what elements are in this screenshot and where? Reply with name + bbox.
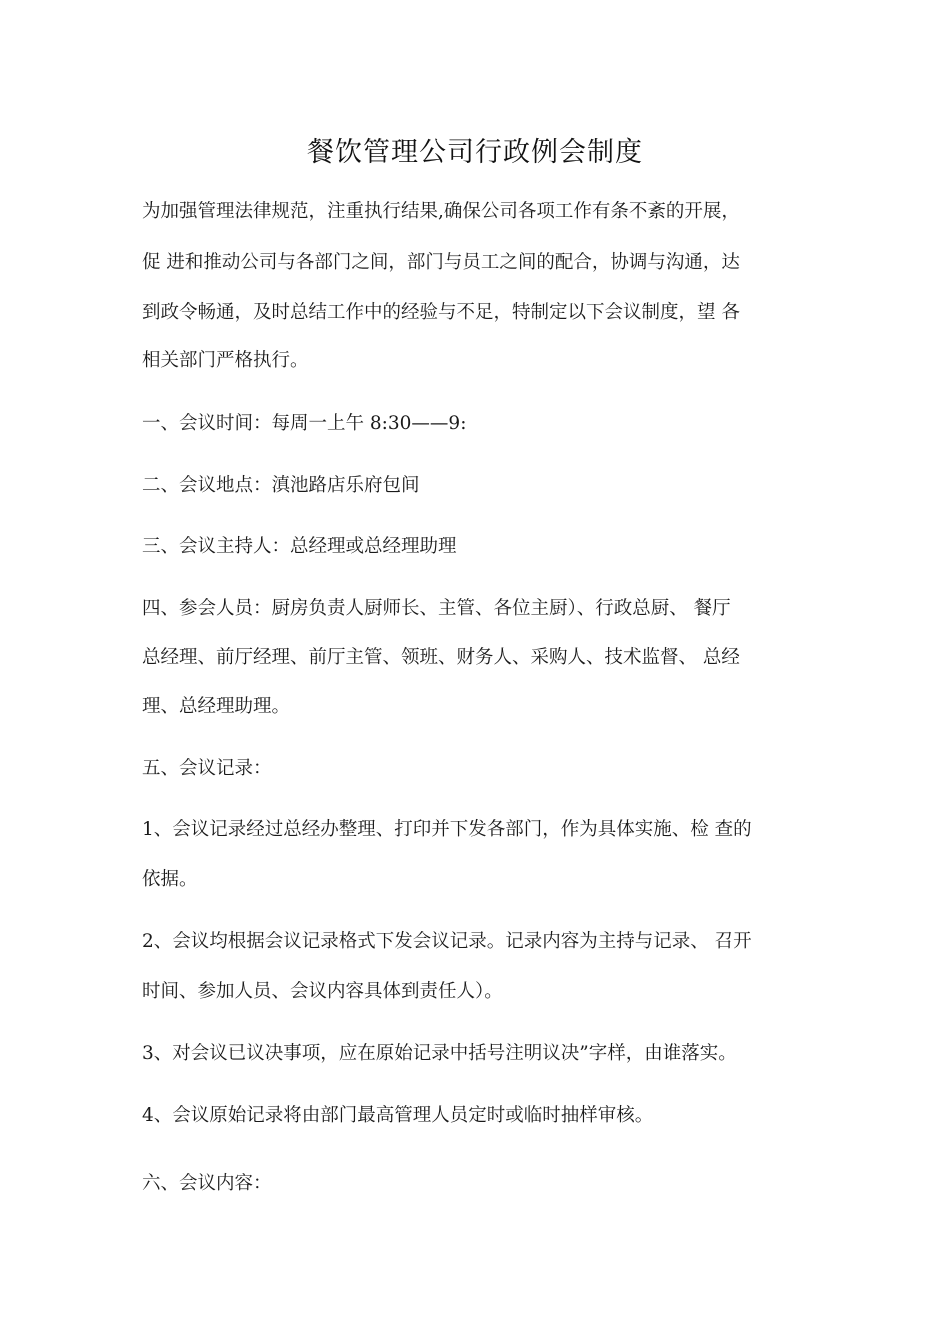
section-meeting-place: 二、会议地点：滇池路店乐府包间 — [142, 475, 420, 496]
section-meeting-time: 一、会议时间：每周一上午 8:30——9: — [142, 413, 467, 434]
section-meeting-records: 五、会议记录： — [142, 758, 272, 779]
attendees-line-3: 理、总经理助理。 — [142, 696, 291, 717]
record-1-line-2: 依据。 — [142, 869, 198, 890]
attendees-line-1: 四、参会人员：厨房负责人厨师长、主管、各位主厨）、行政总厨、 餐厅 — [142, 598, 731, 619]
intro-line-4: 相关部门严格执行。 — [142, 350, 309, 371]
section-meeting-host: 三、会议主持人：总经理或总经理助理 — [142, 536, 457, 557]
section-meeting-content: 六、会议内容： — [142, 1173, 272, 1194]
record-4: 4、会议原始记录将由部门最高管理人员定时或临时抽样审核。 — [142, 1105, 654, 1126]
document-title: 餐饮管理公司行政例会制度 — [307, 137, 643, 168]
attendees-line-2: 总经理、前厅经理、前厅主管、领班、财务人、采购人、技术监督、 总经 — [142, 647, 740, 668]
record-2-line-1: 2、会议均根据会议记录格式下发会议记录。记录内容为主持与记录、 召开 — [142, 931, 752, 952]
record-1-line-1: 1、会议记录经过总经办整理、打印并下发各部门，作为具体实施、检 查的 — [142, 819, 752, 840]
record-2-line-2: 时间、参加人员、会议内容具体到责任人）。 — [142, 981, 503, 1002]
intro-line-3: 到政令畅通，及时总结工作中的经验与不足，特制定以下会议制度，望 各 — [142, 302, 740, 323]
intro-line-2: 促 进和推动公司与各部门之间，部门与员工之间的配合，协调与沟通，达 — [142, 252, 740, 273]
record-3: 3、对会议已议决事项，应在原始记录中括号注明议决”字样，由谁落实。 — [142, 1043, 737, 1064]
intro-line-1: 为加强管理法律规范，注重执行结果,确保公司各项工作有条不紊的开展， — [142, 201, 740, 222]
